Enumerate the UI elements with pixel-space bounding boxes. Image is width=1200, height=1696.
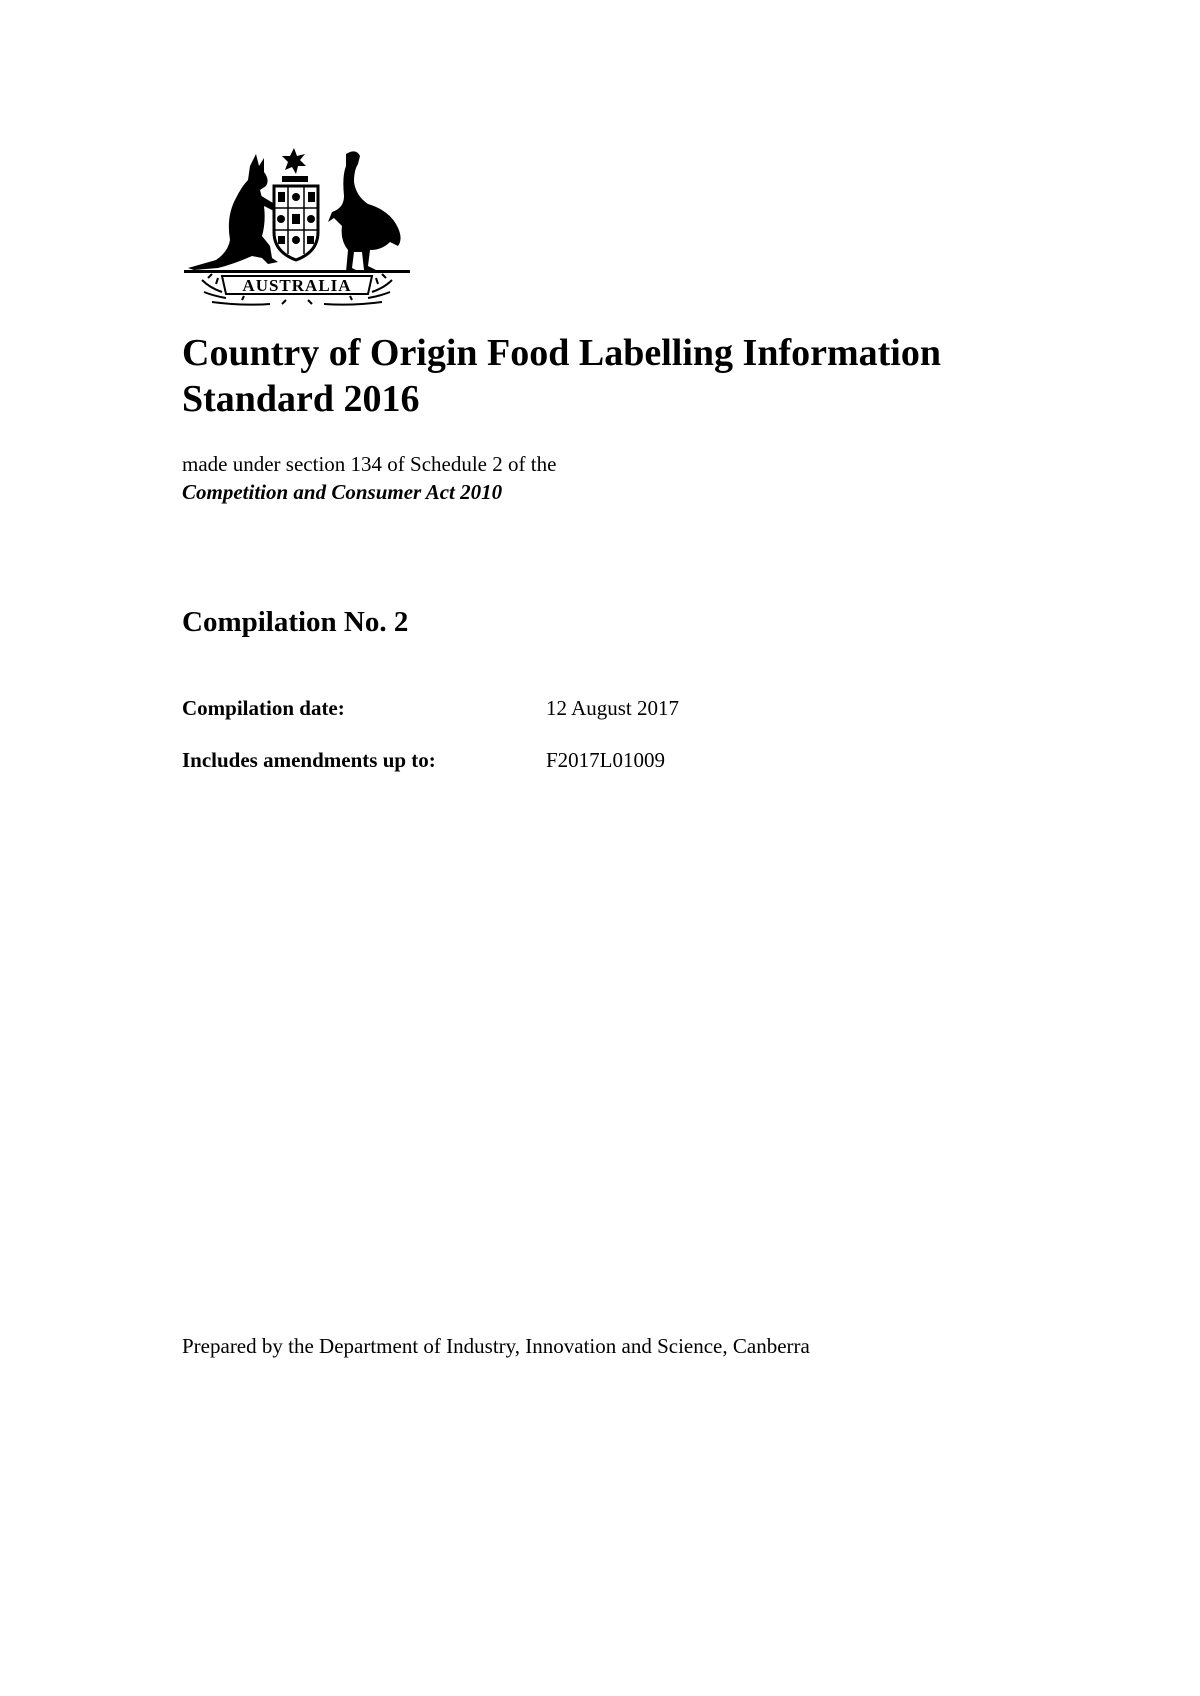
shield-icon	[274, 186, 318, 260]
compilation-date-row	[182, 693, 882, 723]
enabling-act-name: Competition and Consumer Act 2010	[182, 480, 503, 504]
amendments-label: Includes amendments up to:	[182, 748, 436, 772]
prepared-by-statement: Prepared by the Department of Industry, Innovation and Science, Canberra	[182, 1334, 810, 1358]
australian-coat-of-arms-icon	[182, 146, 412, 308]
amendments-value: F2017L01009	[546, 748, 666, 772]
motto-scroll	[222, 276, 372, 295]
emu-icon	[328, 151, 401, 272]
enabling-provision: made under section 134 of Schedule 2 of the	[182, 452, 557, 476]
kangaroo-icon	[188, 154, 278, 270]
amendments-row	[182, 745, 882, 775]
compilation-date-label: Compilation date:	[182, 696, 345, 720]
ground-line	[184, 270, 410, 273]
commonwealth-star-icon	[282, 148, 308, 182]
compilation-date-value: 12 August 2017	[546, 696, 680, 720]
compilation-number: Compilation No. 2	[182, 606, 409, 638]
document-title: Country of Origin Food Labelling Information Standard 2016	[182, 332, 941, 420]
motto-text: AUSTRALIA	[242, 276, 352, 295]
